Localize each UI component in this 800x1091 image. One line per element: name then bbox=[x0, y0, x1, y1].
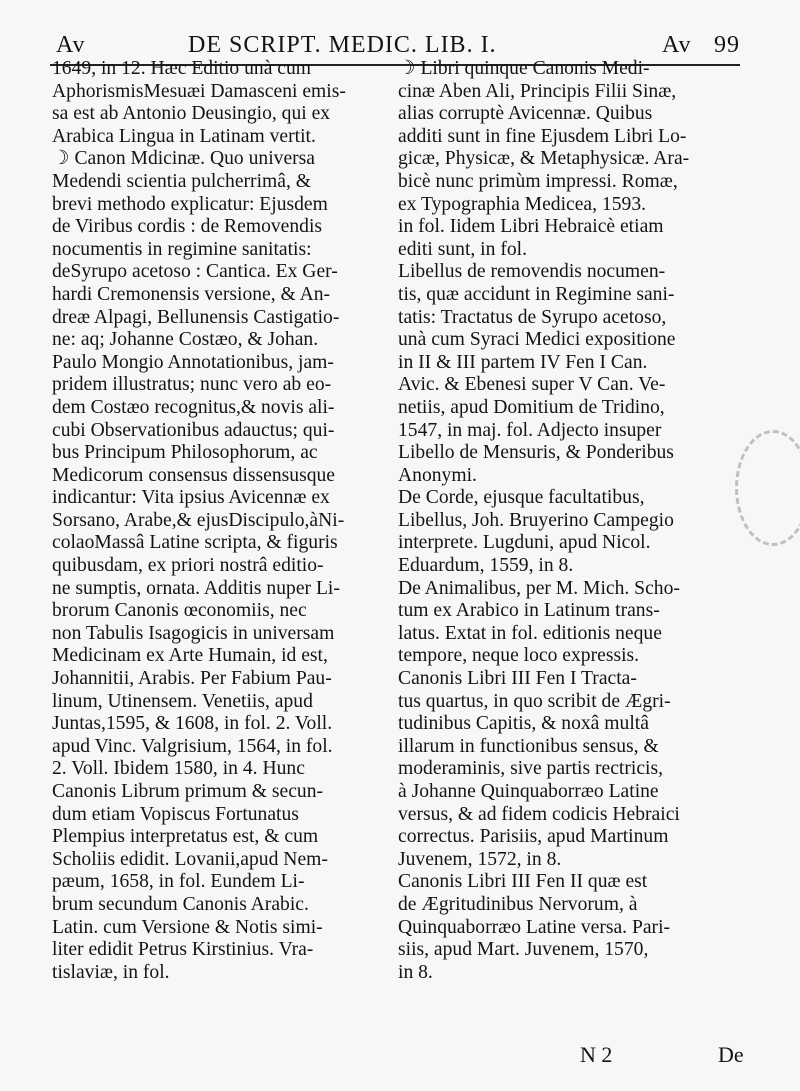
text-line: Paulo Mongio Annotationibus, jam- bbox=[52, 351, 334, 373]
text-line: Latin. cum Versione & Notis simi- bbox=[52, 916, 323, 938]
text-line: illarum in functionibus sensus, & bbox=[398, 735, 659, 757]
right-column bbox=[398, 58, 743, 984]
text-line: liter edidit Petrus Kirstinius. Vra- bbox=[52, 939, 314, 961]
text-line: Scholiis edidit. Lovanii,apud Nem- bbox=[52, 848, 328, 870]
text-line: tatis: Tractatus de Syrupo acetoso, bbox=[398, 306, 667, 328]
text-line: De Animalibus, per M. Mich. Scho- bbox=[398, 577, 680, 599]
text-line: netiis, apud Domitium de Tridino, bbox=[398, 396, 665, 418]
text-line: Quinquaborræo Latine versa. Pari- bbox=[398, 916, 671, 938]
text-line: dum etiam Vopiscus Fortunatus bbox=[52, 803, 299, 825]
text-line: brum secundum Canonis Arabic. bbox=[52, 893, 309, 915]
text-line: moderaminis, sive partis rectricis, bbox=[398, 758, 663, 780]
page-footer bbox=[50, 1040, 750, 1070]
text-line: Libellus, Joh. Bruyerino Campegio bbox=[398, 509, 674, 531]
text-line: editi sunt, in fol. bbox=[398, 238, 527, 260]
text-line: Johannitii, Arabis. Per Fabium Pau- bbox=[52, 668, 332, 690]
text-line: correctus. Parisiis, apud Martinum bbox=[398, 826, 669, 848]
text-line: brevi methodo explicatur: Ejusdem bbox=[52, 193, 328, 215]
text-line: Avic. & Ebenesi super V Can. Ve- bbox=[398, 374, 666, 396]
text-line: unà cum Syraci Medici expositione bbox=[398, 329, 676, 351]
text-line: hardi Cremonensis versione, & An- bbox=[52, 283, 331, 305]
text-line: latus. Extat in fol. editionis neque bbox=[398, 622, 662, 644]
text-line: ne sumptis, ornata. Additis nuper Li- bbox=[52, 577, 340, 599]
text-line: Juntas,1595, & 1608, in fol. 2. Voll. bbox=[52, 713, 333, 735]
text-line: pæum, 1658, in fol. Eundem Li- bbox=[52, 871, 305, 893]
text-line: Medicinam ex Arte Humain, id est, bbox=[52, 645, 328, 667]
text-line: interprete. Lugduni, apud Nicol. bbox=[398, 532, 651, 554]
text-line: pridem illustratus; nunc vero ab eo- bbox=[52, 374, 332, 396]
page-number: 99 bbox=[714, 32, 740, 58]
left-column bbox=[52, 58, 387, 984]
text-line: bus Principum Philosophorum, ac bbox=[52, 442, 318, 464]
text-line: versus, & ad fidem codicis Hebraici bbox=[398, 803, 680, 825]
text-line: in 8. bbox=[398, 961, 433, 983]
text-line: Medendi scientia pulcherrimâ, & bbox=[52, 170, 311, 192]
text-line: colaoMassâ Latine scripta, & figuris bbox=[52, 532, 338, 554]
text-line: Eduardum, 1559, in 8. bbox=[398, 555, 574, 577]
text-line: alias corruptè Avicennæ. Quibus bbox=[398, 103, 653, 125]
text-line: siis, apud Mart. Juvenem, 1570, bbox=[398, 939, 649, 961]
text-line: tum ex Arabico in Latinum trans- bbox=[398, 600, 660, 622]
text-line: Canonis Librum primum & secun- bbox=[52, 781, 324, 802]
text-line: cubi Observationibus adauctus; qui- bbox=[52, 419, 335, 441]
text-line: in fol. Iidem Libri Hebraicè etiam bbox=[398, 216, 664, 238]
text-line: non Tabulis Isagogicis in universam bbox=[52, 622, 335, 644]
text-line: linum, Utinensem. Venetiis, apud bbox=[52, 690, 313, 712]
text-line: à Johanne Quinquaborræo Latine bbox=[398, 781, 659, 802]
header-left-mark: Av bbox=[56, 32, 86, 58]
text-line: gicæ, Physicæ, & Metaphysicæ. Ara- bbox=[398, 148, 690, 170]
text-line: 1649, in 12. Hæc Editio unà cum bbox=[52, 58, 312, 79]
text-line: Libello de Mensuris, & Ponderibus bbox=[398, 442, 674, 464]
text-line: indicantur: Vita ipsius Avicennæ ex bbox=[52, 487, 330, 509]
text-line: tempore, neque loco expressis. bbox=[398, 645, 640, 667]
text-line: Medicorum consensus dissensusque bbox=[52, 464, 335, 486]
text-line: dreæ Alpagi, Bellunensis Castigatio- bbox=[52, 306, 340, 328]
text-line: tislaviæ, in fol. bbox=[52, 961, 170, 983]
text-line: de Ægritudinibus Nervorum, à bbox=[398, 893, 638, 915]
text-line: ☽ Libri quinque Canonis Medi- bbox=[398, 58, 650, 79]
text-line: 1547, in maj. fol. Adjecto insuper bbox=[398, 419, 662, 441]
text-line: brorum Canonis œconomiis, nec bbox=[52, 600, 307, 622]
text-line: ne: aq; Johanne Costæo, & Johan. bbox=[52, 329, 319, 351]
text-line: tudinibus Capitis, & noxâ multâ bbox=[398, 713, 649, 735]
catchword: De bbox=[718, 1042, 744, 1067]
text-line: ☽ Canon Mdicinæ. Quo universa bbox=[52, 148, 316, 170]
text-line: de Viribus cordis : de Removendis bbox=[52, 216, 323, 238]
signature-mark: N 2 bbox=[580, 1042, 613, 1067]
header-right-mark: Av bbox=[662, 32, 692, 58]
text-line: AphorismisMesuæi Damasceni emis- bbox=[52, 80, 346, 102]
text-line: De Corde, ejusque facultatibus, bbox=[398, 487, 645, 509]
text-line: in II & III partem IV Fen I Can. bbox=[398, 351, 648, 373]
library-stamp bbox=[735, 430, 800, 546]
text-line: Plempius interpretatus est, & cum bbox=[52, 826, 319, 848]
text-line: Canonis Libri III Fen II quæ est bbox=[398, 871, 648, 893]
text-line: dem Costæo recognitus,& novis ali- bbox=[52, 396, 335, 418]
text-line: Sorsano, Arabe,& ejusDiscipulo,àNi- bbox=[52, 509, 345, 531]
text-line: apud Vinc. Valgrisium, 1564, in fol. bbox=[52, 735, 333, 757]
text-line: nocumentis in regimine sanitatis: bbox=[52, 238, 312, 260]
text-line: 2. Voll. Ibidem 1580, in 4. Hunc bbox=[52, 758, 305, 780]
header-title: DE SCRIPT. MEDIC. LIB. I. bbox=[188, 32, 497, 58]
text-line: quibusdam, ex priori nostrâ editio- bbox=[52, 555, 324, 577]
text-line: Juvenem, 1572, in 8. bbox=[398, 848, 562, 870]
text-line: Arabica Lingua in Latinam vertit. bbox=[52, 125, 316, 147]
text-line: cinæ Aben Ali, Principis Filii Sinæ, bbox=[398, 80, 677, 102]
text-line: additi sunt in fine Ejusdem Libri Lo- bbox=[398, 125, 687, 147]
text-line: Canonis Libri III Fen I Tracta- bbox=[398, 668, 637, 690]
text-line: sa est ab Antonio Deusingio, qui ex bbox=[52, 103, 331, 125]
text-line: deSyrupo acetoso : Cantica. Ex Ger- bbox=[52, 261, 338, 283]
text-line: tus quartus, in quo scribit de Ægri- bbox=[398, 690, 671, 712]
text-line: Libellus de removendis nocumen- bbox=[398, 261, 666, 283]
text-line: Anonymi. bbox=[398, 464, 477, 486]
text-line: bicè nunc primùm impressi. Romæ, bbox=[398, 170, 678, 192]
text-line: tis, quæ accidunt in Regimine sani- bbox=[398, 283, 675, 305]
text-line: ex Typographia Medicea, 1593. bbox=[398, 193, 647, 215]
